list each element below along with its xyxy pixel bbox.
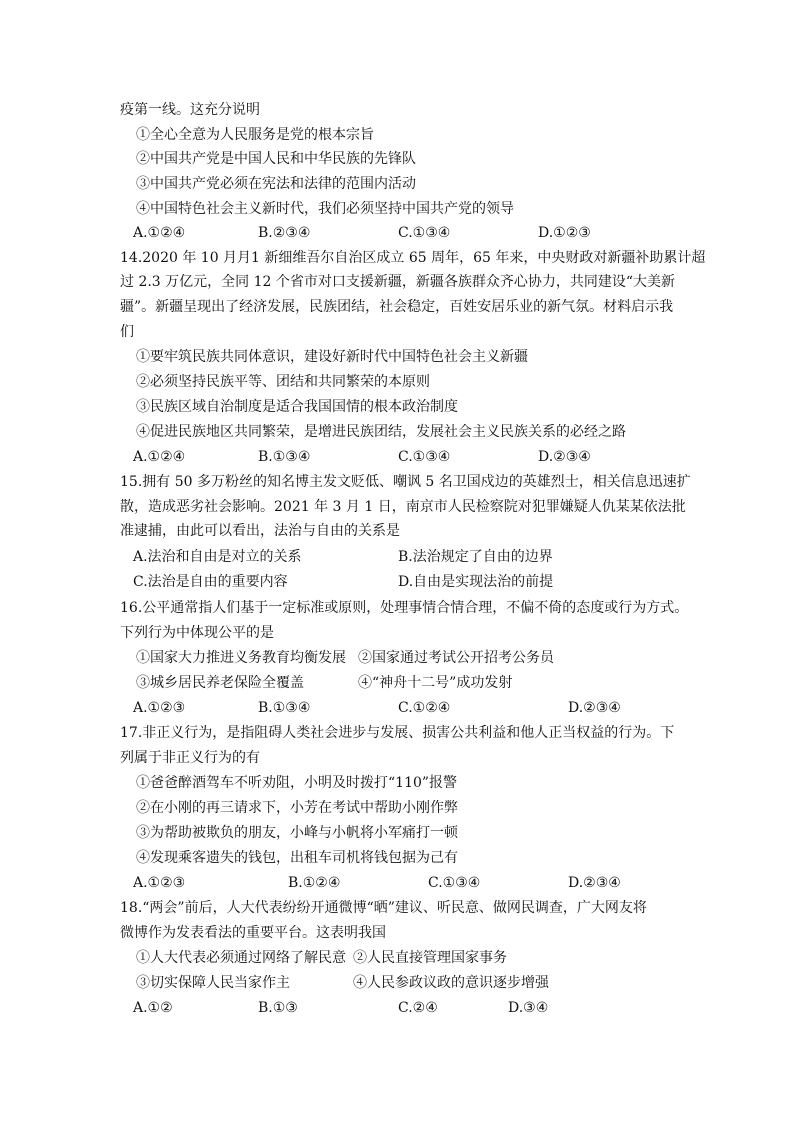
q14-option-1: ①要牢筑民族共同体意识，建设好新时代中国特色社会主义新疆 bbox=[136, 349, 528, 365]
q15-answer-a: A.法治和自由是对立的关系 bbox=[133, 549, 302, 565]
q13-answer-c: C.①③④ bbox=[398, 225, 451, 241]
q16-option-3: ③城乡居民养老保险全覆盖 bbox=[136, 675, 304, 691]
q18-answer-d: D.③④ bbox=[508, 1000, 549, 1016]
q15-stem-line-2: 散，造成恶劣社会影响。2021 年 3 月 1 日，南京市人民检察院对犯罪嫌疑人仇某某依法批 bbox=[120, 499, 686, 515]
q16-stem-line-1: 16.公平通常指人们基于一定标准或原则，处理事情合情合理，不偏不倚的态度或行为方式。 bbox=[120, 600, 689, 616]
q14-stem-line-2: 过 2.3 万亿元，全同 12 个省市对口支援新疆，新疆各族群众齐心协力，共同建设“大美新 bbox=[120, 274, 676, 290]
q18-option-1: ①人大代表必须通过网络了解民意 bbox=[136, 950, 346, 966]
q17-option-3: ③为帮助被欺负的朋友，小峰与小帆将小军痛打一顿 bbox=[136, 825, 458, 841]
q14-answer-c: C.①③④ bbox=[398, 449, 451, 465]
q16-answer-b: B.①③④ bbox=[258, 700, 311, 716]
q14-answer-b: B.①③④ bbox=[258, 449, 311, 465]
q15-answer-b: B.法治规定了自由的边界 bbox=[398, 549, 553, 565]
q15-answer-c: C.法治是自由的重要内容 bbox=[133, 574, 288, 590]
question-13-stem-end: 疫第一线。这充分说明 bbox=[120, 102, 260, 118]
q18-stem-line-1: 18.“两会”前后，人大代表纷纷开通微博“晒”建议、听民意、做网民调查，广大网友将 bbox=[120, 900, 647, 916]
q14-option-4: ④促进民族地区共同繁荣，是增进民族团结，发展社会主义民族关系的必经之路 bbox=[136, 424, 626, 440]
q13-option-3: ③中国共产党必须在宪法和法律的范围内活动 bbox=[136, 176, 416, 192]
q17-answer-c: C.①③④ bbox=[428, 875, 481, 891]
q14-stem-line-3: 疆”。新疆呈现出了经济发展，民族团结，社会稳定，百姓安居乐业的新气氛。材料启示我 bbox=[120, 299, 674, 315]
q14-stem-line-1: 14.2020 年 10 月月1 新细维吾尔自治区成立 65 周年，65 年来，中央财政对新疆补助累计超 bbox=[120, 250, 706, 266]
q15-stem-line-3: 准逮捕，由此可以看出，法治与自由的关系是 bbox=[120, 523, 400, 539]
q17-stem-line-2: 列属于非正义行为的有 bbox=[120, 750, 260, 766]
q18-option-3: ③切实保障人民当家作主 bbox=[136, 975, 290, 991]
q18-answer-a: A.①② bbox=[133, 1000, 173, 1016]
q14-stem-line-4: 们 bbox=[120, 324, 134, 340]
q18-answer-b: B.①③ bbox=[258, 1000, 298, 1016]
q16-option-4: ④“神舟十二号”成功发射 bbox=[358, 675, 513, 691]
q14-option-3: ③民族区域自治制度是适合我国国情的根本政治制度 bbox=[136, 399, 458, 415]
q15-stem-line-1: 15.拥有 50 多万粉丝的知名博主发文贬低、嘲讽 5 名卫国戍边的英雄烈士，相关信息迅速扩 bbox=[120, 474, 691, 490]
q13-option-4: ④中国特色社会主义新时代，我们必须坚持中国共产党的领导 bbox=[136, 201, 514, 217]
q13-option-1: ①全心全意为人民服务是党的根本宗旨 bbox=[136, 127, 374, 143]
q16-option-1: ①国家大力推进义务教育均衡发展 bbox=[136, 650, 346, 666]
q18-option-2: ②人民直接管理国家事务 bbox=[353, 950, 507, 966]
q18-option-4: ④人民参政议政的意识逐步增强 bbox=[353, 975, 549, 991]
q16-answer-a: A.①②③ bbox=[133, 700, 186, 716]
q16-answer-c: C.①②④ bbox=[398, 700, 451, 716]
q13-answer-d: D.①②③ bbox=[538, 225, 591, 241]
q16-stem-line-2: 下列行为中体现公平的是 bbox=[120, 625, 274, 641]
q16-answer-d: D.②③④ bbox=[568, 700, 621, 716]
q18-stem-line-2: 微博作为发表看法的重要平台。这表明我国 bbox=[120, 925, 386, 941]
q16-option-2: ②国家通过考试公开招考公务员 bbox=[358, 650, 554, 666]
q13-option-2: ②中国共产党是中国人民和中华民族的先锋队 bbox=[136, 151, 416, 167]
q17-answer-d: D.②③④ bbox=[568, 875, 621, 891]
q15-answer-d: D.自由是实现法治的前提 bbox=[398, 574, 554, 590]
q17-answer-b: B.①②④ bbox=[288, 875, 341, 891]
q17-option-4: ④发现乘客遗失的钱包，出租车司机将钱包据为己有 bbox=[136, 850, 458, 866]
q14-answer-d: D.②③④ bbox=[538, 449, 591, 465]
q14-option-2: ②必须坚持民族平等、团结和共同繁荣的本原则 bbox=[136, 374, 430, 390]
q13-answer-a: A.①②④ bbox=[133, 225, 186, 241]
q17-answer-a: A.①②③ bbox=[133, 875, 186, 891]
q17-option-2: ②在小刚的再三请求下，小芳在考试中帮助小刚作弊 bbox=[136, 800, 458, 816]
q18-answer-c: C.②④ bbox=[398, 1000, 438, 1016]
q13-answer-b: B.②③④ bbox=[258, 225, 311, 241]
q17-stem-line-1: 17.非正义行为，是指阻碍人类社会进步与发展、损害公共利益和他人正当权益的行为。下 bbox=[120, 725, 675, 741]
q17-option-1: ①爸爸醉酒驾车不听劝阻，小明及时拨打“110”报警 bbox=[136, 775, 458, 791]
q14-answer-a: A.①②④ bbox=[133, 449, 186, 465]
